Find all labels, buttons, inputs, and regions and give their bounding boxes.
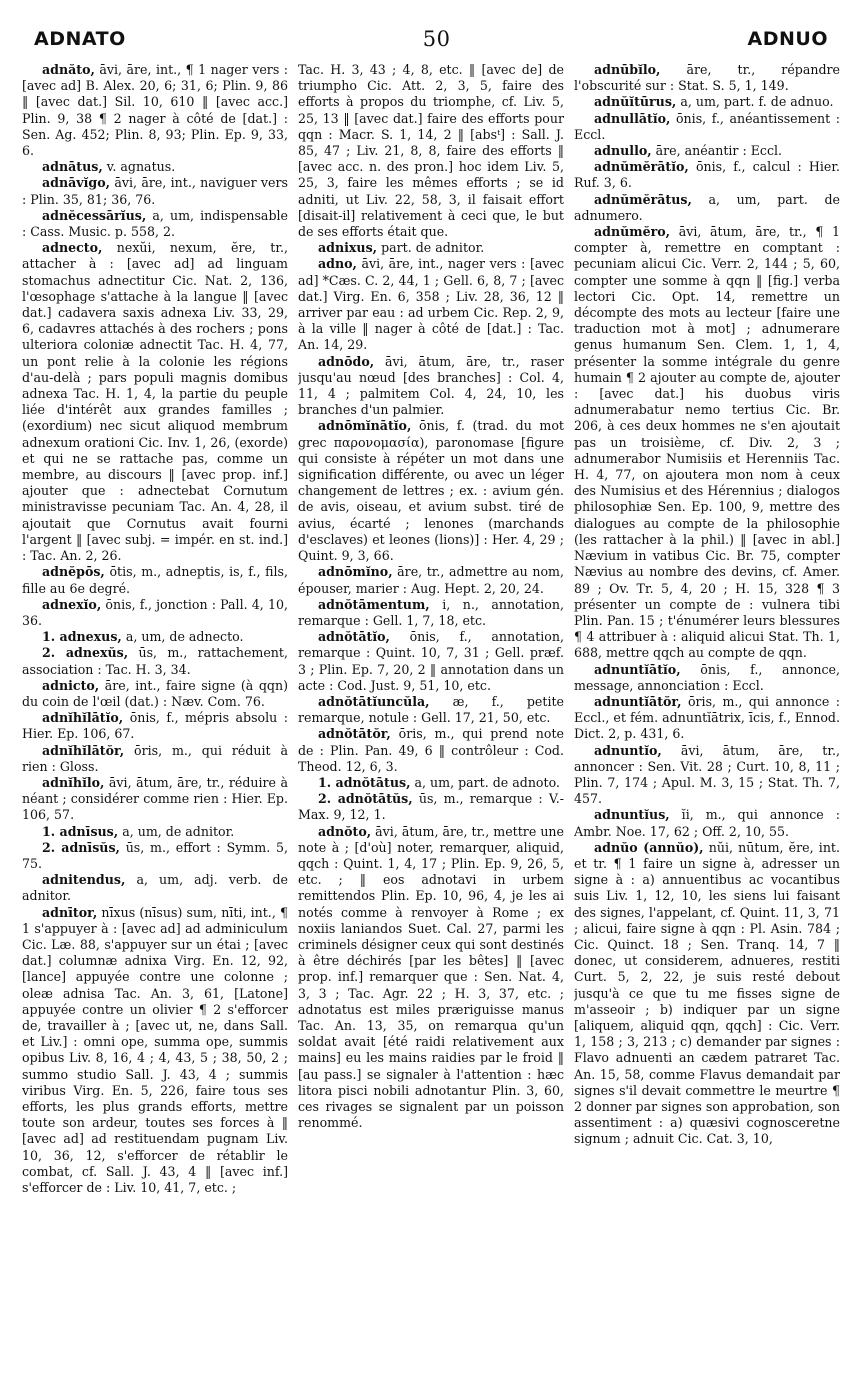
dictionary-entry (574, 662, 840, 694)
dictionary-entry (574, 694, 840, 743)
page-number: 50 (422, 27, 451, 51)
column-2 (298, 62, 564, 1362)
entry-definition: nexŭi, nexum, ĕre, tr., attacher à : [avec ad] ad linguam stomachus adnectitur Cic. Nat. 2, 136, l'œsophage s'attache à la langue ‖ [avec dat.] cadavera saxis adnexa Liv. 33, 29, 6, cadavres attachés à des rochers ; pons ulteriora coloniæ adnectit Tac. H. 4, 77, un pont relie à la colonie les régions d'au-delà ; pars populi magnis domibus adnexa Tac. H. 1, 4, la partie du peuple liée d'intérêt aux grandes familles ; (exordium) nec sicut aliquod membrum adnexum orationi Cic. Inv. 1, 26, (exorde) et qui ne se rattache pas, comme un membre, au discours ‖ [avec prop. inf.] ajouter que : adnectebat Cornutum ministravisse pecuniam Tac. An. 4, 28, il ajoutait que Cornutus avait fourni l'argent ‖ [avec subj. = impér. en st. ind.] : Tac. An. 2, 26. (22, 240, 288, 564)
dictionary-entry (22, 824, 288, 840)
entry-headword: adnŭmĕrātus, (594, 191, 692, 207)
column-1 (22, 62, 288, 1362)
dictionary-entry (22, 175, 288, 207)
dictionary-entry (298, 418, 564, 564)
dictionary-entry (22, 564, 288, 596)
dictionary-entry (22, 905, 288, 1197)
entry-definition: āvi, ātum, āre, tr., ¶ 1 compter à, remettre en comptant : pecuniam alicui Cic. Verr. 2, 144 ; 5, 60, compter une somme à qqn ‖ [fig.] verba lectori Cic. Opt. 14, remettre un décompte des mots au lecteur [faire une traduction mot à mot] ; adnumerare genus humanum Sen. Clem. 1, 1, 4, présenter la somme intégrale du genre humain ¶ 2 ajouter au compte de, ajouter : [avec dat.] his duobus viris adnumerabatur nemo tertius Cic. Br. 206, à ces deux hommes ne s'en ajoutait pas un troisième, cf. Div. 2, 3 ; adnumerabor Numisiis et Herenniis Tac. H. 4, 77, on ajoutera mon nom à ceux des Numisius et des Hérennius ; dialogos philosophiæ Sen. Ep. 100, 9, mettre des dialogues au compte de la philosophie (les rattacher à la phil.) ‖ [avec in abl.] Nævium in vatibus Cic. Br. 75, compter Nævius au nombre des devins, cf. Amer. 89 ; Ov. Tr. 5, 4, 20 ; H. 15, 328 ¶ 3 présenter un compte de : vulnera tibi Plin. Pan. 15 ; t'énumérer leurs blessures ¶ 4 attribuer à : aliquid alicui Stat. Th. 1, 688, mettre qqch au compte de qqn. (574, 224, 840, 661)
entry-definition: ūs, m., rattachement, association : Tac. H. 3, 34. (22, 645, 288, 677)
entry-definition: v. agnatus. (106, 159, 176, 175)
dictionary-entry (574, 111, 840, 143)
entry-definition: āvi, ātum, āre, tr., raser jusqu'au nœud [des branches] : Col. 4, 11, 4 ; palmitem Col. 4, 24, 10, les branches d'un palmier. (298, 353, 564, 418)
dictionary-entry (298, 62, 564, 240)
dictionary-entry (574, 224, 840, 661)
entry-definition: ōnis, f., annotation, remarque : Quint. 10, 7, 31 ; Gell. præf. 3 ; Plin. Ep. 7, 20, 2 ‖ annotation dans un acte : Cod. Just. 9, 51, 10, etc. (298, 629, 564, 693)
entry-definition: a, um, part. de adnoto. (414, 774, 560, 790)
entry-headword: adnexĭo, (42, 596, 102, 612)
entry-headword: 2. adnŏtātŭs, (318, 791, 413, 807)
entry-definition: āre, tr., répandre l'obscurité sur : Stat. S. 5, 1, 149. (574, 62, 840, 94)
entry-definition: āvi, āre, int., nager vers : [avec ad] *Cæs. C. 2, 44, 1 ; Gell. 6, 8, 7 ; [avec dat.] Virg. En. 6, 358 ; Liv. 28, 36, 12 ‖ arriver par eau : ad urbem Cic. Rep. 2, 9, à la ville ‖ nager à côté de [dat.] : Tac. An. 14, 29. (298, 256, 564, 353)
dictionary-entry (298, 240, 564, 256)
entry-definition: ōnis, f. (trad. du mot grec παρονομασία), paronomase [figure qui consiste à répéter un mot dans une signification différente, ou avec un léger changement de lettres ; ex. : avium gén. de avis, oiseau, et avium subst. tiré de avius, écarté ; lenones (marchands d'esclaves) et leones (lions)] : Her. 4, 29 ; Quint. 9, 3, 66. (298, 418, 564, 564)
dictionary-entry (574, 743, 840, 808)
entry-headword: adnŭmĕrātĭo, (594, 159, 689, 175)
entry-definition: i, n., annotation, remarque : Gell. 1, 7, 18, etc. (298, 596, 564, 628)
entry-definition: āvi, ātum, āre, tr., mettre une note à ; [d'où] noter, remarquer, aliquid, qqch : Quint. 1, 4, 17 ; Plin. Ep. 9, 26, 5, etc. ; ‖ eos adnotavi in urbem remittendos Plin. Ep. 10, 96, 4, je les ai notés comme à renvoyer à Rome ; ex noxiis laniandos Suet. Cal. 27, parmi les criminels désigner ceux qui sont destinés à être déchirés [par les bêtes] ‖ [avec prop. inf.] remarquer que : Sen. Nat. 4, 3, 3 ; Tac. Agr. 22 ; H. 3, 37, etc. ; adnotatus est miles præriguisse manus Tac. An. 13, 35, on remarqua qu'un soldat avait [été raidi relativement aux mains] eu les mains raidies par le froid ‖ [au pass.] se signaler à l'attention : hæc litora pisci nobili adnotantur Plin. 3, 60, ces rivages se signalent par un poisson renommé. (298, 823, 564, 1131)
entry-headword: adnŏtātŏr, (318, 726, 391, 742)
entry-definition: ōnis, f., mépris absolu : Hier. Ep. 106, 67. (22, 710, 288, 742)
dictionary-entry (22, 678, 288, 710)
entry-headword: 2. adnexŭs, (42, 645, 129, 661)
entry-headword: adnecto, (42, 240, 103, 256)
dictionary-entry (22, 62, 288, 159)
dictionary-entry (22, 629, 288, 645)
entry-definition: ūs, m., remarque : V.-Max. 9, 12, 1. (298, 791, 564, 823)
entry-definition: ōnis, f., calcul : Hier. Ruf. 3, 6. (574, 159, 840, 191)
entry-definition: āvi, ātum, āre, tr., réduire à néant ; considérer comme rien : Hier. Ep. 106, 57. (22, 774, 288, 823)
entry-headword: adnullo, (594, 143, 652, 159)
entry-definition: ōnis, f., jonction : Pall. 4, 10, 36. (22, 596, 288, 628)
entry-headword: adnūbĭlo, (594, 62, 661, 77)
entry-headword: adnitendus, (42, 872, 126, 888)
entry-definition: a, um, de adnitor. (122, 823, 235, 839)
entry-definition: ōnis, f., anéantissement : Eccl. (574, 110, 840, 142)
entry-headword: 2. adnīsŭs, (42, 839, 120, 855)
entry-headword: adno, (318, 256, 357, 272)
entry-definition: ōris, m., qui annonce : Eccl., et fém. adnuntĭātrix, īcis, f., Ennod. Dict. 2, p. 431, 6. (574, 693, 840, 742)
right-guide-word: ADNUO (747, 28, 828, 50)
dictionary-entry (298, 775, 564, 791)
dictionary-entry (574, 840, 840, 1148)
dictionary-entry (298, 564, 564, 596)
left-guide-word: ADNATO (34, 28, 126, 50)
dictionary-entry (298, 256, 564, 353)
entry-headword: adnĕpōs, (42, 564, 105, 580)
dictionary-entry (22, 645, 288, 677)
entry-headword: adnŏtātĭuncŭla, (318, 693, 430, 709)
dictionary-entry (298, 694, 564, 726)
entry-definition: ūs, m., effort : Symm. 5, 75. (22, 839, 288, 871)
dictionary-entry (574, 159, 840, 191)
entry-headword: adnăto, (42, 62, 95, 77)
entry-definition: a, um, adj. verb. de adnitor. (22, 872, 288, 904)
entry-headword: adnātus, (42, 159, 103, 175)
entry-headword: adnullātĭo, (594, 110, 671, 126)
entry-headword: adnŏtāmentum, (318, 596, 430, 612)
dictionary-entry (574, 192, 840, 224)
entry-definition: ĭi, m., qui annonce : Ambr. Noe. 17, 62 ; Off. 2, 10, 55. (574, 807, 840, 839)
entry-headword: adnōdo, (318, 353, 375, 369)
entry-headword: 1. adnexus, (42, 629, 122, 645)
entry-headword: adnŭmĕro, (594, 224, 671, 240)
entry-definition: a, um, de adnecto. (125, 629, 244, 645)
entry-definition: āre, anéantir : Eccl. (655, 143, 783, 159)
dictionary-entry (574, 94, 840, 110)
entry-definition: āvi, āre, int., naviguer vers : Plin. 35, 81; 36, 76. (22, 175, 288, 207)
entry-definition: āvi, ātum, āre, tr., annoncer : Sen. Vit. 28 ; Curt. 10, 8, 11 ; Plin. 7, 174 ; Apul. M. 3, 15 ; Stat. Th. 7, 457. (574, 742, 840, 807)
entry-definition: part. de adnitor. (381, 240, 485, 256)
dictionary-entry (574, 807, 840, 839)
entry-definition: nŭi, nūtum, ĕre, int. et tr. ¶ 1 faire un signe à, adresser un signe à : a) annuentibus ac vocantibus suis Liv. 1, 12, 10, les siens lui faisant des signes, l'appelant, cf. Quint. 11, 3, 71 ; alicui, faire signe à qqn : Pl. Asin. 784 ; Cic. Quinct. 18 ; Sen. Tranq. 14, 7 ‖ donec, ut considerem, adnueres, restiti Curt. 5, 2, 22, je suis resté debout jusqu'à ce que tu me fisses signe de m'asseoir ; b) indiquer par un signe [aliquem, aliquid qqn, qqch] : Cic. Verr. 1, 158 ; 3, 213 ; c) demander par signes : Flavo adnuenti an cædem patraret Tac. An. 15, 58, comme Flavus demandait par signes s'il devait commettre le meurtre ¶ 2 donner par signes son approbation, son assentiment : a) quæsivi cognosceretne signum ; adnuit Cic. Cat. 3, 10, (574, 839, 840, 1147)
entry-definition: āre, tr., admettre au nom, épouser, marier : Aug. Hept. 2, 20, 24. (298, 564, 564, 596)
entry-headword: adnuntĭātĭo, (594, 661, 681, 677)
dictionary-entry (574, 143, 840, 159)
dictionary-entry (298, 824, 564, 1132)
entry-headword: adnītor, (42, 904, 98, 920)
entry-definition: a, um, part. f. de adnuo. (680, 94, 834, 110)
dictionary-entry (22, 872, 288, 904)
entry-definition: a, um, indispensable : Cass. Music. p. 558, 2. (22, 207, 288, 240)
dictionary-entry (22, 159, 288, 175)
entry-headword: adnĭhĭlātŏr, (42, 742, 125, 758)
entry-headword: adnŏtātĭo, (318, 629, 390, 645)
dictionary-entry (298, 597, 564, 629)
entry-definition: āre, int., faire signe (à qqn) du coin de l'œil (dat.) : Næv. Com. 76. (22, 677, 288, 709)
entry-headword: adnuntĭātŏr, (594, 693, 682, 709)
dictionary-entry (22, 840, 288, 872)
dictionary-entry (22, 240, 288, 564)
entry-definition: nīxus (nīsus) sum, nīti, int., ¶ 1 s'appuyer à : [avec ad] ad adminiculum Cic. Læ. 88, s'appuyer sur un étai ; [avec dat.] columnæ adnixa Virg. En. 12, 92, [lance] appuyée contre une colonne ; oleæ adnisa Tac. An. 3, 61, [Latone] appuyée contre un olivier ¶ 2 s'efforcer de, travailler à ; [avec ut, ne, dans Sall. et Liv.] : omni ope, summa ope, summis opibus Liv. 8, 16, 4 ; 4, 43, 5 ; 38, 50, 2 ; summo studio Sall. J. 43, 4 ; summis viribus Virg. En. 5, 226, faire tous ses efforts, les plus grands efforts, mettre toute son ardeur, toutes ses forces à ‖ [avec ad] ad restituendam pugnam Liv. 10, 36, 12, s'efforcer de rétablir le combat, cf. Sall. J. 43, 4 ‖ [avec inf.] s'efforcer de : Liv. 10, 41, 7, etc. ; (22, 904, 288, 1196)
dictionary-entry (298, 726, 564, 775)
running-head (34, 22, 828, 56)
dictionary-entry (574, 62, 840, 94)
entry-definition: Tac. H. 3, 43 ; 4, 8, etc. ‖ [avec de] de triumpho Cic. Att. 2, 3, 5, faire des efforts à propos du triomphe, cf. Liv. 5, 25, 13 ‖ [avec dat.] faire des efforts pour qqn : Macr. S. 1, 14, 2 ‖ [absᵗ] : Sall. J. 85, 47 ; Liv. 21, 8, 8, faire des efforts ‖ [avec acc. n. des pron.] hoc idem Liv. 5, 25, 3, faire les mêmes efforts ; se id adniti, ut Liv. 22, 58, 3, il faisait effort [disait-il] relativement à ceci que, le but de ses efforts était que. (298, 62, 564, 240)
dictionary-entry (22, 208, 288, 240)
column-3 (574, 62, 840, 1362)
entry-headword: adnuntĭo, (594, 742, 662, 758)
dictionary-entry (298, 354, 564, 419)
entry-definition: āvi, āre, int., ¶ 1 nager vers : [avec ad] B. Alex. 20, 6; 31, 6; Plin. 9, 86 ‖ [avec dat.] Sil. 10, 610 ‖ [avec acc.] Plin. 9, 38 ¶ 2 nager à côté de [dat.] : Sen. Ag. 452; Plin. 8, 93; Plin. Ep. 9, 33, 6. (22, 62, 288, 159)
entry-headword: adnĭhĭlātĭo, (42, 710, 124, 726)
text-columns (22, 62, 842, 1362)
entry-definition: ōris, m., qui prend note de : Plin. Pan. 49, 6 ‖ contrôleur : Cod. Theod. 12, 6, 3. (298, 726, 564, 774)
dictionary-entry (298, 629, 564, 694)
entry-definition: ōris, m., qui réduit à rien : Gloss. (22, 742, 288, 774)
entry-headword: adnixus, (318, 240, 378, 256)
entry-headword: adnŏto, (318, 823, 372, 839)
dictionary-entry (22, 710, 288, 742)
entry-headword: adnicto, (42, 677, 100, 693)
entry-headword: adnŭĭtūrus, (594, 94, 677, 110)
entry-headword: adnĕcessārĭus, (42, 207, 147, 223)
entry-definition: æ, f., petite remarque, notule : Gell. 17, 21, 50, etc. (298, 693, 564, 726)
entry-headword: adnŭo (annŭo), (594, 839, 704, 855)
entry-definition: ōtis, m., adneptis, is, f., fils, fille au 6e degré. (22, 564, 288, 596)
dictionary-entry (22, 597, 288, 629)
entry-headword: adnĭhĭlo, (42, 774, 105, 790)
entry-headword: 1. adnīsus, (42, 823, 119, 839)
dictionary-entry (298, 791, 564, 823)
entry-headword: adnāvĭgo, (42, 175, 110, 191)
entry-headword: adnōmĭno, (318, 564, 393, 580)
entry-headword: adnōmĭnātĭo, (318, 418, 412, 434)
entry-definition: a, um, part. de adnumero. (574, 191, 840, 223)
entry-headword: adnuntĭus, (594, 807, 670, 823)
entry-definition: ōnis, f., annonce, message, annonciation : Eccl. (574, 661, 840, 693)
dictionary-entry (22, 775, 288, 824)
entry-headword: 1. adnŏtātus, (318, 774, 411, 790)
dictionary-entry (22, 743, 288, 775)
